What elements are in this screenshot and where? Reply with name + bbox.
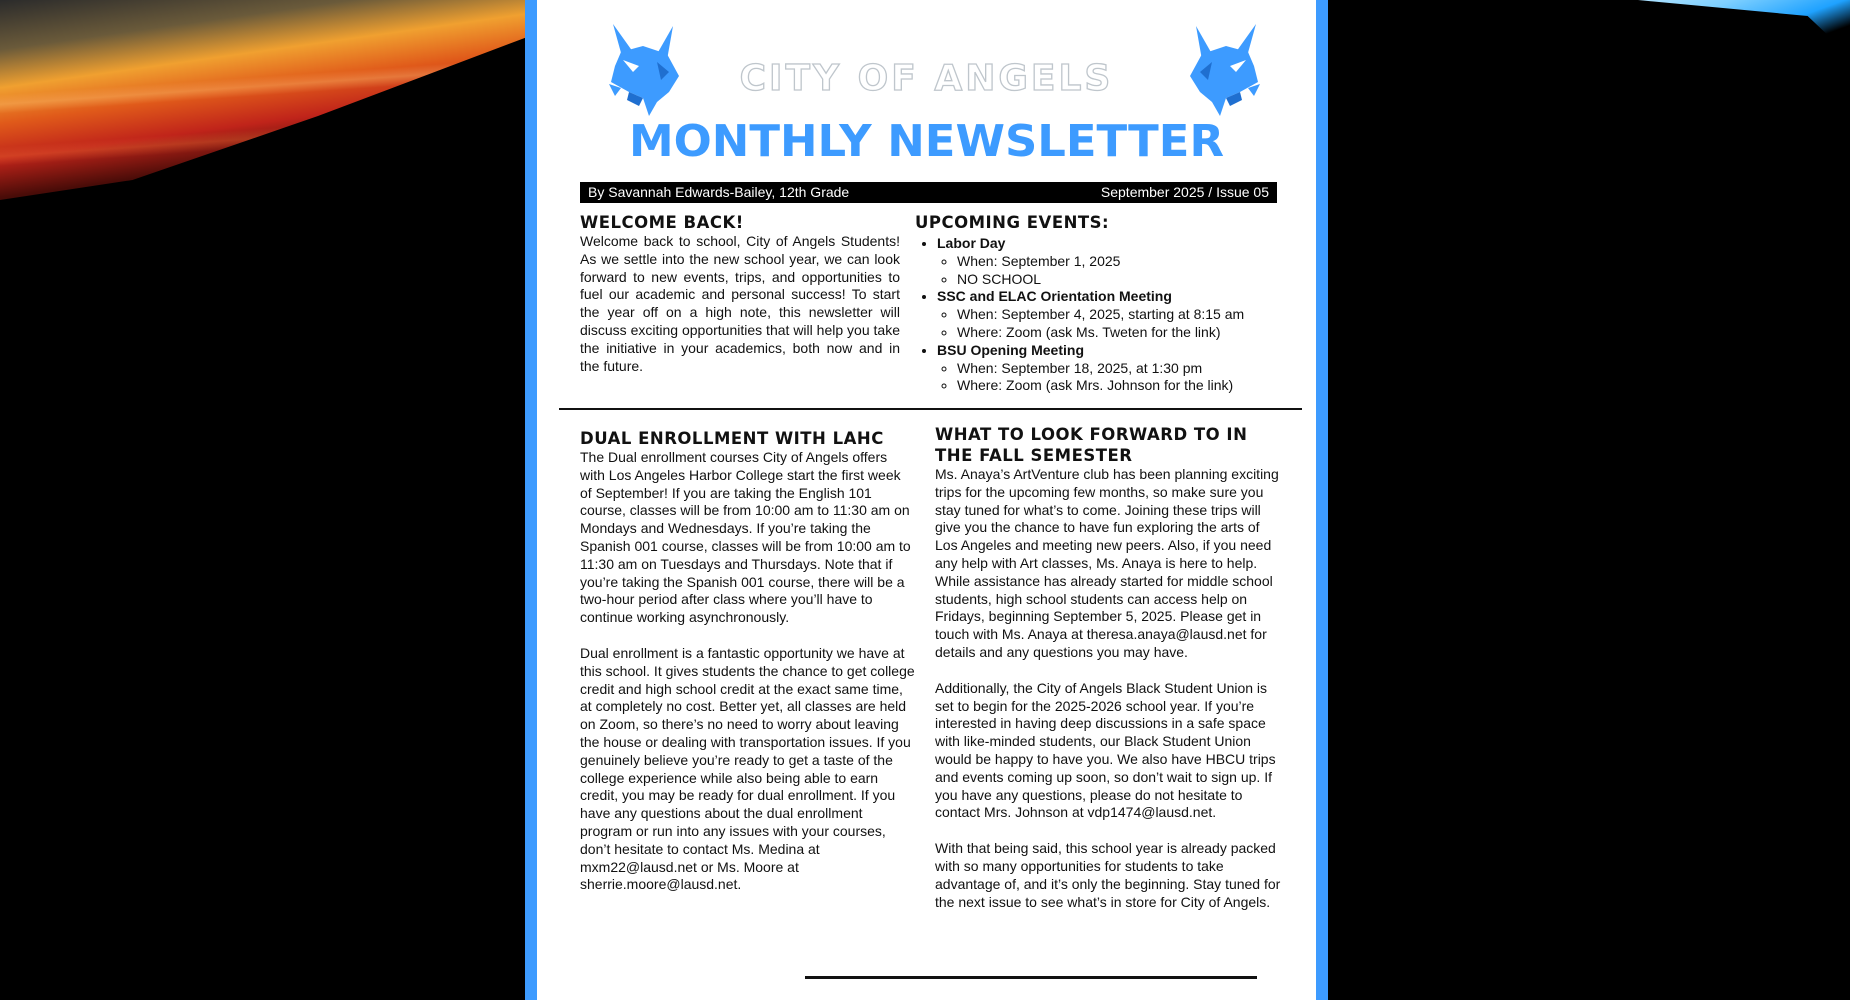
event-detail: ◦ When: September 18, 2025, at 1:30 pm [957, 360, 1255, 378]
event-item [937, 288, 1255, 341]
events-list [915, 235, 1255, 395]
bottom-divider [805, 976, 1257, 979]
dual-enrollment-section [580, 428, 915, 894]
dual-paragraph-1: The Dual enrollment courses City of Angels offers with Los Angeles Harbor College start the first week of September! If you are taking the English 101 course, classes will be from 10:00 am to 11:30 am on Mondays and Wednesdays. If you’re taking the Spanish 001 course, classes will be from 10:00 am to 11:30 am on Tuesdays and Thursdays. Note that if you’re taking the Spanish 001 course, there will be a two-hour period after class where you’ll have to continue working asynchronously. [580, 449, 911, 626]
welcome-body: Welcome back to school, City of Angels Students! As we settle into the new school year, we can look forward to new events, trips, and opportunities to fuel our academic and personal success! To start the year off on a high note, this newsletter will discuss exciting opportunities that will help you take the initiative in your academics, both now and in the future. [580, 233, 900, 374]
forward-paragraph-1: Ms. Anaya’s ArtVenture club has been planning exciting trips for the upcoming few months, so make sure you stay tuned for what’s to come. Joining these trips will give you the chance to have fun exploring the arts of Los Angeles and meeting new peers. Also, if you need any help with Art classes, Ms. Anaya is here to help. While assistance has already started for middle school students, high school students can access help on Fridays, beginning September 5, 2025. Please get in touch with Ms. Anaya at theresa.anaya@lausd.net for details and any questions you may have. [935, 466, 1279, 660]
background-swoosh-right [1320, 0, 1850, 80]
forward-paragraph-2: Additionally, the City of Angels Black Student Union is set to begin for the 2025-2026 school year. If you’re interested in having deep discussions in a safe space with like-minded students, our Black Student Union would be happy to have you. We also have HBCU trips and events coming up soon, so don’t wait to sign up. If you have any questions, please do not hesitate to contact Mrs. Johnson at vdp1474@lausd.net. [935, 679, 1276, 821]
event-detail: ◦ When: September 4, 2025, starting at 8:15 am [957, 306, 1255, 324]
welcome-heading: WELCOME BACK! [580, 213, 744, 232]
event-detail: ◦ When: September 1, 2025 [957, 253, 1255, 271]
events-heading: UPCOMING EVENTS: [915, 213, 1110, 232]
event-item [937, 235, 1255, 288]
section-divider [559, 408, 1302, 410]
event-detail: ◦ NO SCHOOL [957, 271, 1255, 289]
byline-author: By Savannah Edwards-Bailey, 12th Grade [588, 184, 850, 200]
masthead-title: MONTHLY NEWSLETTER [628, 116, 1225, 167]
dual-heading: DUAL ENROLLMENT WITH LAHC [580, 429, 884, 448]
byline-issue: September 2025 / Issue 05 [1100, 184, 1269, 200]
fall-semester-section [935, 424, 1285, 911]
event-detail: ◦ Where: Zoom (ask Mrs. Johnson for the link) [957, 377, 1255, 395]
dual-paragraph-2: Dual enrollment is a fantastic opportunity we have at this school. It gives students the chance to get college credit and high school credit at the exact same time, at completely no cost. Better yet, all classes are held on Zoom, so there’s no need to worry about leaving the house or dealing with transportation issues. If you genuinely believe you’re ready to get a taste of the college experience while also being able to earn credit, you may be ready for dual enrollment. If you have any questions about the dual enrollment program or run into any issues with your courses, don’t hesitate to contact Ms. Medina at mxm22@lausd.net or Ms. Moore at sherrie.moore@lausd.net. [580, 644, 915, 893]
event-name: Labor Day [937, 235, 1006, 251]
event-name: BSU Opening Meeting [937, 341, 1084, 358]
event-name: SSC and ELAC Orientation Meeting [937, 288, 1172, 305]
masthead-school-name: CITY OF ANGELS [739, 58, 1114, 99]
forward-heading: WHAT TO LOOK FORWARD TO IN THE FALL SEMESTER [935, 425, 1248, 465]
event-item [937, 342, 1255, 395]
forward-paragraph-3: With that being said, this school year is already packed with so many opportunities for students to take advantage of, and it’s only the beginning. Stay tuned for the next issue to see what’s in store for City of Angels. [935, 840, 1281, 910]
welcome-section [580, 212, 900, 375]
newsletter-page [525, 0, 1328, 1000]
event-detail: ◦ Where: Zoom (ask Ms. Tweten for the link) [957, 324, 1255, 342]
background-swoosh-stripe [0, 0, 530, 200]
events-section [915, 212, 1255, 395]
byline-bar [580, 182, 1277, 203]
